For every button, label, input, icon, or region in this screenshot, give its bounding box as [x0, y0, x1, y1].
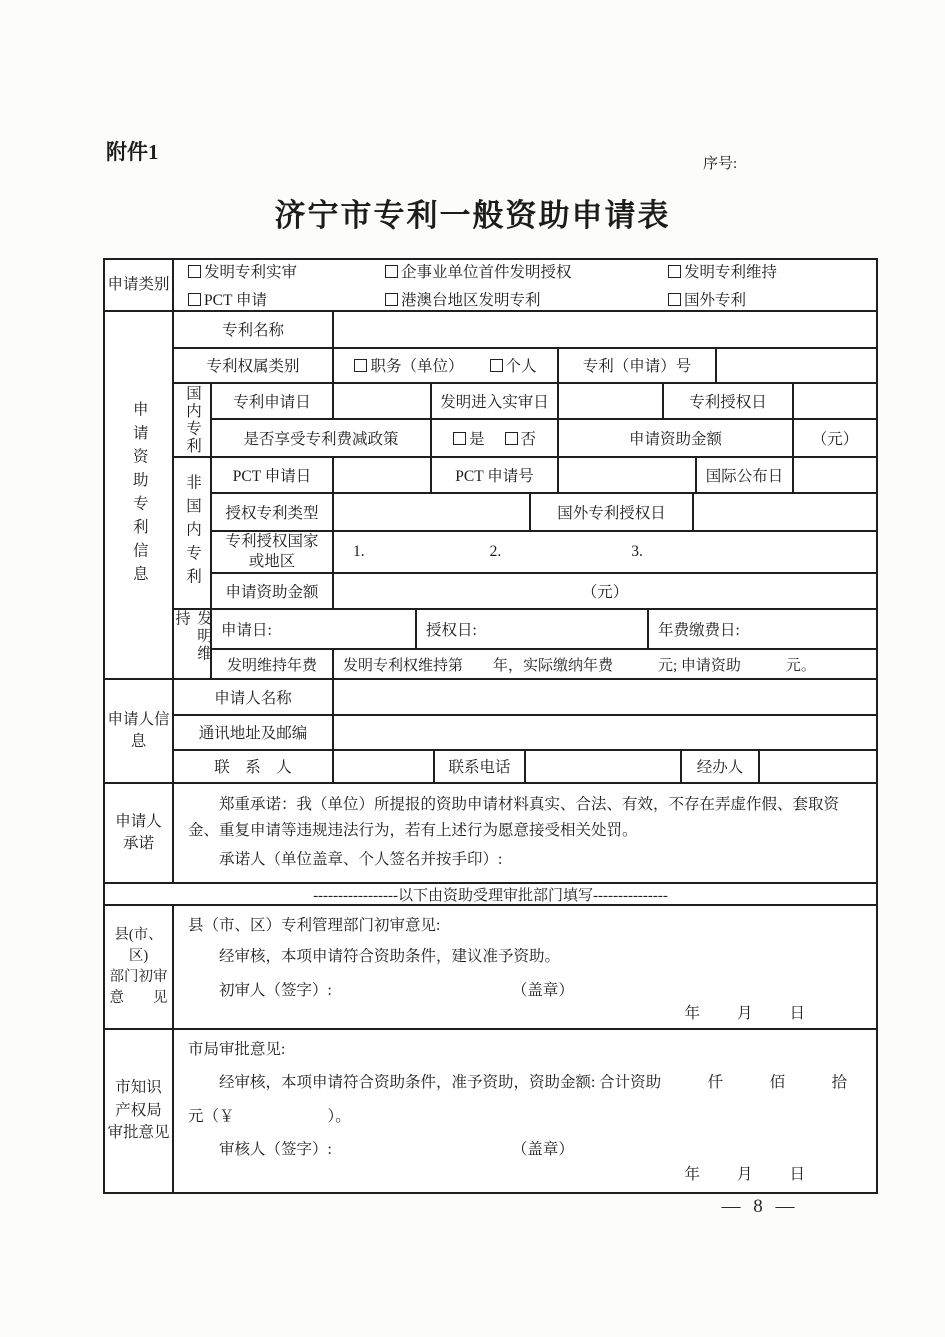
- country-slot-1: 1.: [353, 542, 365, 560]
- city-review-section: [105, 1030, 876, 1192]
- city-review-body2: 元（￥ ）。: [188, 1107, 351, 1125]
- pct-number-label: PCT 申请号: [430, 458, 557, 492]
- applicant-name-label: 申请人名称: [214, 690, 292, 708]
- applicant-section: [105, 680, 876, 784]
- grant-country-label: 专利授权国家或地区: [225, 532, 319, 570]
- city-review-label-line: 市知识: [115, 1079, 162, 1097]
- grant-date-input[interactable]: [792, 384, 876, 418]
- patent-number-input[interactable]: [715, 349, 876, 382]
- domestic-apply-date-input[interactable]: [332, 384, 430, 418]
- pct-number-input[interactable]: [557, 458, 695, 492]
- country-slot-2: 2.: [489, 542, 502, 560]
- fee-reduction-options: [430, 420, 557, 456]
- domestic-patent-group: [174, 384, 876, 458]
- checkbox-label: PCT 申请: [204, 292, 268, 309]
- reviewer-divider-row: [105, 884, 876, 906]
- city-review-label-line: 产权局: [115, 1101, 162, 1119]
- checkbox-hmt-invention[interactable]: [385, 288, 668, 310]
- domestic-subsidy-amount-label: 申请资助金额: [557, 420, 792, 456]
- application-form-table: [103, 258, 878, 1194]
- checkbox-ownership-employer[interactable]: [354, 354, 463, 376]
- domestic-apply-date-label: 专利申请日: [233, 394, 311, 412]
- serial-number-label: 序号:: [703, 156, 738, 172]
- phone-label: 联系电话: [433, 751, 524, 782]
- intl-publish-date-input[interactable]: [792, 458, 876, 492]
- patent-number-label: 专利（申请）号: [557, 349, 715, 382]
- county-review-content[interactable]: [174, 906, 876, 1028]
- county-review-title: 县（市、区）专利管理部门初审意见:: [188, 917, 441, 934]
- category-options: [174, 260, 876, 310]
- checkbox-icon[interactable]: [385, 293, 398, 306]
- city-review-body: 经审核，本项申请符合资助条件，准予资助，资助金额: 合计资助 仟 佰 拾: [219, 1074, 848, 1092]
- checkbox-icon[interactable]: [188, 265, 201, 278]
- category-label: 申请类别: [105, 260, 174, 310]
- exam-date-label: 发明进入实审日: [430, 384, 557, 418]
- foreign-subsidy-amount-unit: （元）: [332, 574, 876, 608]
- checkbox-label: 发明专利维持: [684, 264, 778, 281]
- checkbox-pct-apply[interactable]: [188, 288, 385, 310]
- page-title: 济宁市专利一般资助申请表: [274, 198, 671, 233]
- city-review-label: [105, 1030, 174, 1192]
- city-review-content[interactable]: [174, 1030, 876, 1192]
- domestic-subsidy-amount-unit: （元）: [792, 420, 876, 456]
- checkbox-fee-reduction-yes[interactable]: [453, 427, 485, 449]
- pledge-text: 郑重承诺：我（单位）所提报的资助申请材料真实、合法、有效，不存在弄虚作假、套取资金、重复申请等违规违法行为，若有上述行为愿意接受相关处罚。: [188, 796, 840, 839]
- city-date-label: 年 月 日: [684, 1165, 807, 1183]
- county-date-label: 年 月 日: [684, 1004, 807, 1022]
- city-signer-label: 审核人（签字）:: [219, 1140, 332, 1158]
- maintenance-grant-date-label: 授权日:: [415, 610, 647, 648]
- checkbox-icon[interactable]: [668, 293, 681, 306]
- checkbox-label: 港澳台地区发明专利: [401, 292, 541, 309]
- applicant-label: 申请人信息: [105, 680, 174, 782]
- maintenance-label: 发明维持: [173, 610, 212, 663]
- maintenance-group: [174, 610, 876, 678]
- checkbox-icon[interactable]: [453, 432, 466, 445]
- checkbox-icon[interactable]: [668, 265, 681, 278]
- pledge-label: 申请人承诺: [105, 784, 174, 882]
- divider-text: -----------------以下由资助受理审批部门填写---------------: [313, 887, 668, 904]
- grant-type-label: 授权专利类型: [225, 505, 319, 522]
- foreign-grant-date-label: 国外专利授权日: [529, 494, 692, 529]
- patent-info-label: 申请资助专利信息: [130, 401, 148, 589]
- applicant-name-input[interactable]: [332, 680, 876, 714]
- checkbox-icon[interactable]: [505, 432, 518, 445]
- checkbox-icon[interactable]: [490, 359, 503, 372]
- county-review-label-line: 县(市、区): [114, 926, 163, 964]
- checkbox-label: 否: [520, 431, 537, 449]
- checkbox-icon[interactable]: [354, 359, 367, 372]
- grant-type-input[interactable]: [332, 494, 529, 529]
- ownership-label: 专利权属类别: [206, 358, 300, 376]
- checkbox-icon[interactable]: [188, 293, 201, 306]
- checkbox-fee-reduction-no[interactable]: [505, 427, 537, 449]
- county-review-label-line: 意 见: [109, 990, 168, 1007]
- checkbox-label: 发明专利实审: [204, 264, 298, 281]
- intl-publish-date-label: 国际公布日: [695, 458, 792, 492]
- county-seal-label: （盖章）: [511, 981, 574, 999]
- checkbox-label: 企事业单位首件发明授权: [401, 264, 572, 281]
- checkbox-icon[interactable]: [385, 265, 398, 278]
- applicant-address-input[interactable]: [332, 716, 876, 748]
- checkbox-label: 职务（单位）: [370, 358, 464, 376]
- contact-label: 联 系 人: [214, 759, 292, 777]
- county-review-section: [105, 906, 876, 1030]
- city-review-title: 市局审批意见:: [188, 1041, 286, 1058]
- pledge-section: [105, 784, 876, 884]
- grant-date-label: 专利授权日: [662, 384, 792, 418]
- county-signer-label: 初审人（签字）:: [219, 981, 332, 999]
- applicant-address-label: 通讯地址及邮编: [198, 725, 308, 743]
- foreign-patent-group: [174, 458, 876, 610]
- county-review-label-line: 部门初审: [109, 969, 168, 985]
- city-seal-label: （盖章）: [511, 1140, 574, 1158]
- domestic-patent-label: 国内专利: [184, 385, 201, 455]
- checkbox-foreign-patent[interactable]: [668, 288, 876, 310]
- foreign-grant-date-input[interactable]: [692, 494, 876, 529]
- ownership-row: [174, 349, 876, 384]
- fee-reduction-label: 是否享受专利费减政策: [243, 431, 399, 449]
- city-review-label-line: 审批意见: [107, 1124, 170, 1142]
- pct-apply-date-input[interactable]: [332, 458, 430, 492]
- checkbox-label: 个人: [505, 358, 537, 376]
- annual-fee-label: 发明维持年费: [226, 657, 317, 674]
- maintenance-apply-date-label: 申请日:: [221, 622, 272, 639]
- category-section: [105, 260, 876, 312]
- patent-name-row: [174, 312, 876, 349]
- phone-input[interactable]: [524, 751, 680, 782]
- agent-label: 经办人: [680, 751, 758, 782]
- exam-date-input[interactable]: [557, 384, 662, 418]
- foreign-patent-label: 非国内专利: [184, 474, 201, 592]
- patent-name-label: 专利名称: [221, 322, 284, 340]
- annual-fee-text[interactable]: 发明专利权维持第 年，实际缴纳年费 元; 申请资助 元。: [332, 650, 876, 678]
- country-slot-3: 3.: [631, 542, 643, 560]
- county-review-label: [105, 906, 174, 1028]
- page-number: — 8 —: [721, 1196, 799, 1217]
- pct-apply-date-label: PCT 申请日: [232, 468, 312, 486]
- foreign-subsidy-amount-label: 申请资助金额: [225, 583, 319, 601]
- agent-input[interactable]: [758, 751, 876, 782]
- contact-input[interactable]: [332, 751, 433, 782]
- checkbox-label: 是: [468, 431, 485, 449]
- pledge-signer-label: 承诺人（单位盖章、个人签名并按手印）:: [219, 851, 503, 869]
- grant-country-input[interactable]: [332, 532, 876, 572]
- checkbox-ownership-personal[interactable]: [490, 354, 537, 376]
- patent-info-section: [105, 312, 876, 680]
- patent-name-input[interactable]: [332, 312, 876, 347]
- ownership-options: [332, 349, 557, 382]
- annual-fee-date-label: 年费缴费日:: [647, 610, 876, 648]
- checkbox-enterprise-first-grant[interactable]: [385, 260, 668, 282]
- checkbox-invention-maintain[interactable]: [668, 260, 876, 282]
- attachment-label: 附件1: [106, 140, 159, 164]
- checkbox-invention-exam[interactable]: [188, 260, 385, 282]
- county-review-body: 经审核，本项申请符合资助条件，建议准予资助。: [219, 948, 561, 966]
- checkbox-label: 国外专利: [684, 292, 747, 309]
- pledge-body: [174, 784, 876, 873]
